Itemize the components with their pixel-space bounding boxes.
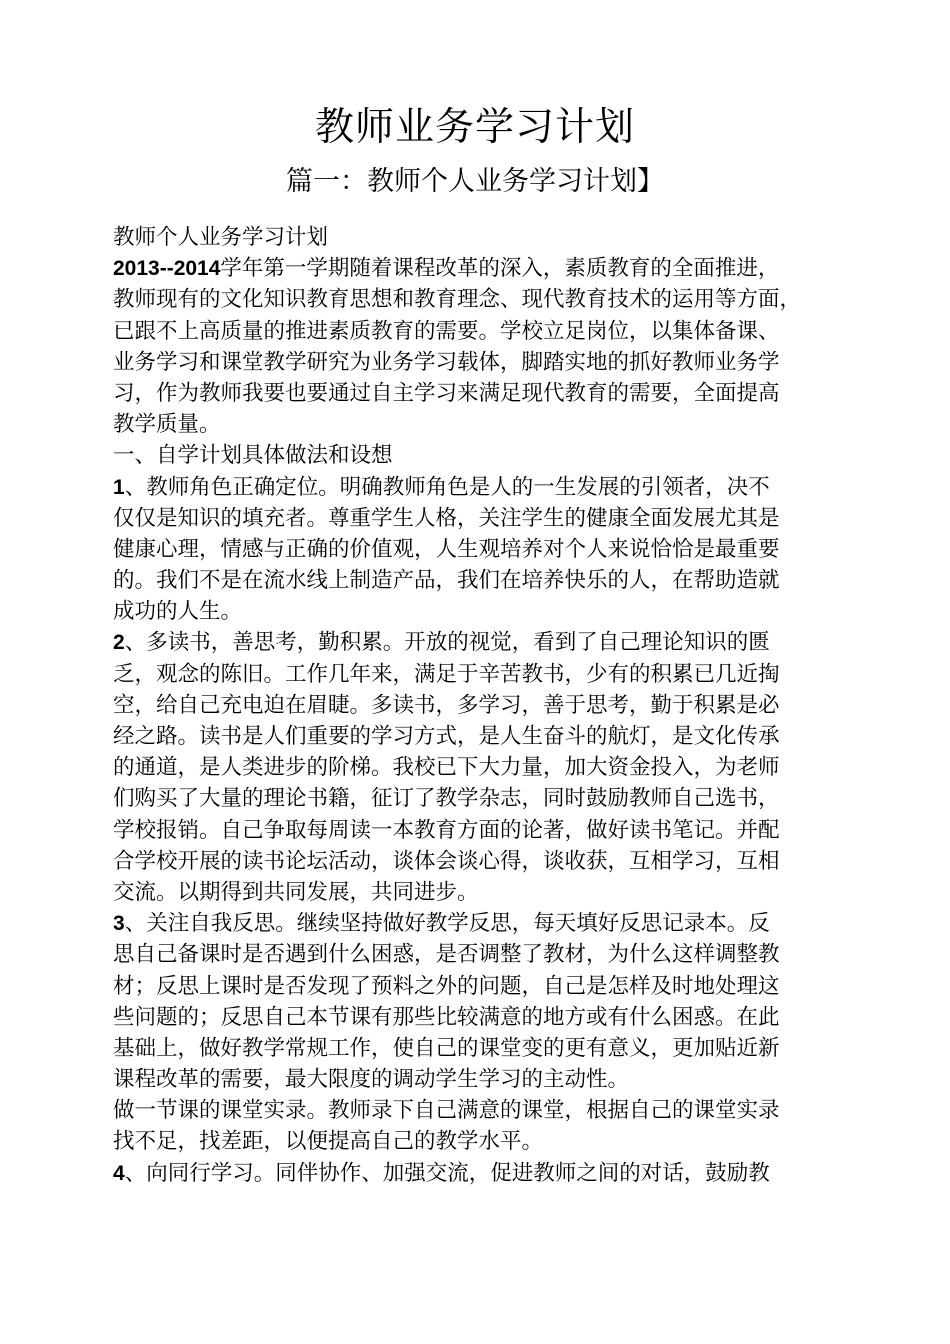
- text-line: [113, 690, 843, 721]
- line-text: 习，作为教师我要也要通过自主学习来满足现代教育的需要，全面提高: [113, 380, 780, 406]
- line-text: 学年第一学期随着课程改革的深入，素质教育的全面推进，: [220, 256, 780, 282]
- line-text: 找不足，找差距，以便提高自己的教学水平。: [113, 1129, 544, 1155]
- line-text: 思自己备课时是否遇到什么困惑，是否调整了教材，为什么这样调整教: [113, 942, 780, 968]
- line-text: 、教师角色正确定位。明确教师角色是人的一生发展的引领者，决不: [124, 474, 770, 500]
- line-text: 交流。以期得到共同发展，共同进步。: [113, 879, 479, 905]
- text-line: [113, 409, 843, 440]
- line-text: 、关注自我反思。继续坚持做好教学反思，每天填好反思记录本。反: [124, 911, 770, 937]
- text-line: [113, 440, 843, 471]
- text-line: [113, 347, 843, 378]
- text-line: [113, 721, 843, 752]
- section-number: 1: [113, 475, 125, 499]
- text-line: [113, 752, 843, 783]
- line-text: 合学校开展的读书论坛活动，谈体会谈心得，谈收获，互相学习，互相: [113, 848, 780, 874]
- line-text: 、向同行学习。同伴协作、加强交流，促进教师之间的对话，鼓励教: [124, 1160, 770, 1186]
- text-line: [113, 908, 843, 939]
- line-text: 教师现有的文化知识教育思想和教育理念、现代教育技术的运用等方面，: [113, 287, 802, 313]
- line-text: 学校报销。自己争取每周读一本教育方面的论著，做好读书笔记。并配: [113, 817, 780, 843]
- text-line: [113, 815, 843, 846]
- text-line: [113, 253, 843, 284]
- document-body: [113, 222, 843, 1189]
- line-text: 一、自学计划具体做法和设想: [113, 443, 393, 469]
- text-line: [113, 222, 843, 253]
- section-number: 4: [113, 1161, 125, 1185]
- line-text: 课程改革的需要，最大限度的调动学生学习的主动性。: [113, 1067, 630, 1093]
- line-text: 已跟不上高质量的推进素质教育的需要。学校立足岗位，以集体备课、: [113, 318, 780, 344]
- text-line: [113, 846, 843, 877]
- line-text: 业务学习和课堂教学研究为业务学习载体，脚踏实地的抓好教师业务学: [113, 349, 780, 375]
- document-subtitle: 篇一：教师个人业务学习计划】: [286, 166, 664, 197]
- text-line: [113, 1095, 843, 1126]
- line-text: 仅仅是知识的填充者。尊重学生人格，关注学生的健康全面发展尤其是: [113, 505, 780, 531]
- section-number: 2013--2014: [113, 257, 221, 281]
- text-line: [113, 971, 843, 1002]
- line-text: 些问题的；反思自己本节课有那些比较满意的地方或有什么困惑。在此: [113, 1004, 780, 1030]
- line-text: 的。我们不是在流水线上制造产品，我们在培养快乐的人，在帮助造就: [113, 568, 780, 594]
- text-line: [113, 1064, 843, 1095]
- text-line: [113, 472, 843, 503]
- line-text: 的通道，是人类进步的阶梯。我校已下大力量，加大资金投入，为老师: [113, 755, 780, 781]
- text-line: [113, 627, 843, 658]
- text-line: [113, 659, 843, 690]
- line-text: 经之路。读书是人们重要的学习方式，是人生奋斗的航灯，是文化传承: [113, 724, 780, 749]
- line-text: 们购买了大量的理论书籍，征订了教学杂志，同时鼓励教师自己选书，: [113, 786, 780, 812]
- line-text: 基础上，做好教学常规工作，使自己的课堂变的更有意义，更加贴近新: [113, 1035, 780, 1061]
- text-line: [113, 503, 843, 534]
- text-line: [113, 1158, 843, 1189]
- section-number: 3: [113, 912, 125, 936]
- text-line: [113, 596, 843, 627]
- text-line: [113, 284, 843, 315]
- line-text: 教师个人业务学习计划: [113, 225, 329, 250]
- line-text: 教学质量。: [113, 412, 221, 438]
- text-line: [113, 316, 843, 347]
- line-text: 空，给自己充电迫在眉睫。多读书，多学习，善于思考，勤于积累是必: [113, 692, 780, 718]
- text-line: [113, 534, 843, 565]
- line-text: 做一节课的课堂实录。教师录下自己满意的课堂，根据自己的课堂实录: [113, 1098, 780, 1124]
- section-number: 2: [113, 631, 125, 655]
- line-text: 健康心理，情感与正确的价值观，人生观培养对个人来说恰恰是最重要: [113, 536, 780, 562]
- text-line: [113, 565, 843, 596]
- text-line: [113, 1126, 843, 1157]
- document-title: 教师业务学习计划: [314, 105, 635, 150]
- text-line: [113, 939, 843, 970]
- line-text: 材；反思上课时是否发现了预料之外的问题，自己是怎样及时地处理这: [113, 973, 780, 999]
- text-line: [113, 1033, 843, 1064]
- text-line: [113, 1002, 843, 1033]
- line-text: 、多读书，善思考，勤积累。开放的视觉，看到了自己理论知识的匮: [124, 630, 770, 656]
- text-line: [113, 877, 843, 908]
- text-line: [113, 783, 843, 814]
- line-text: 乏，观念的陈旧。工作几年来，满足于辛苦教书，少有的积累已几近掏: [113, 661, 780, 687]
- line-text: 成功的人生。: [113, 599, 243, 625]
- text-line: [113, 378, 843, 409]
